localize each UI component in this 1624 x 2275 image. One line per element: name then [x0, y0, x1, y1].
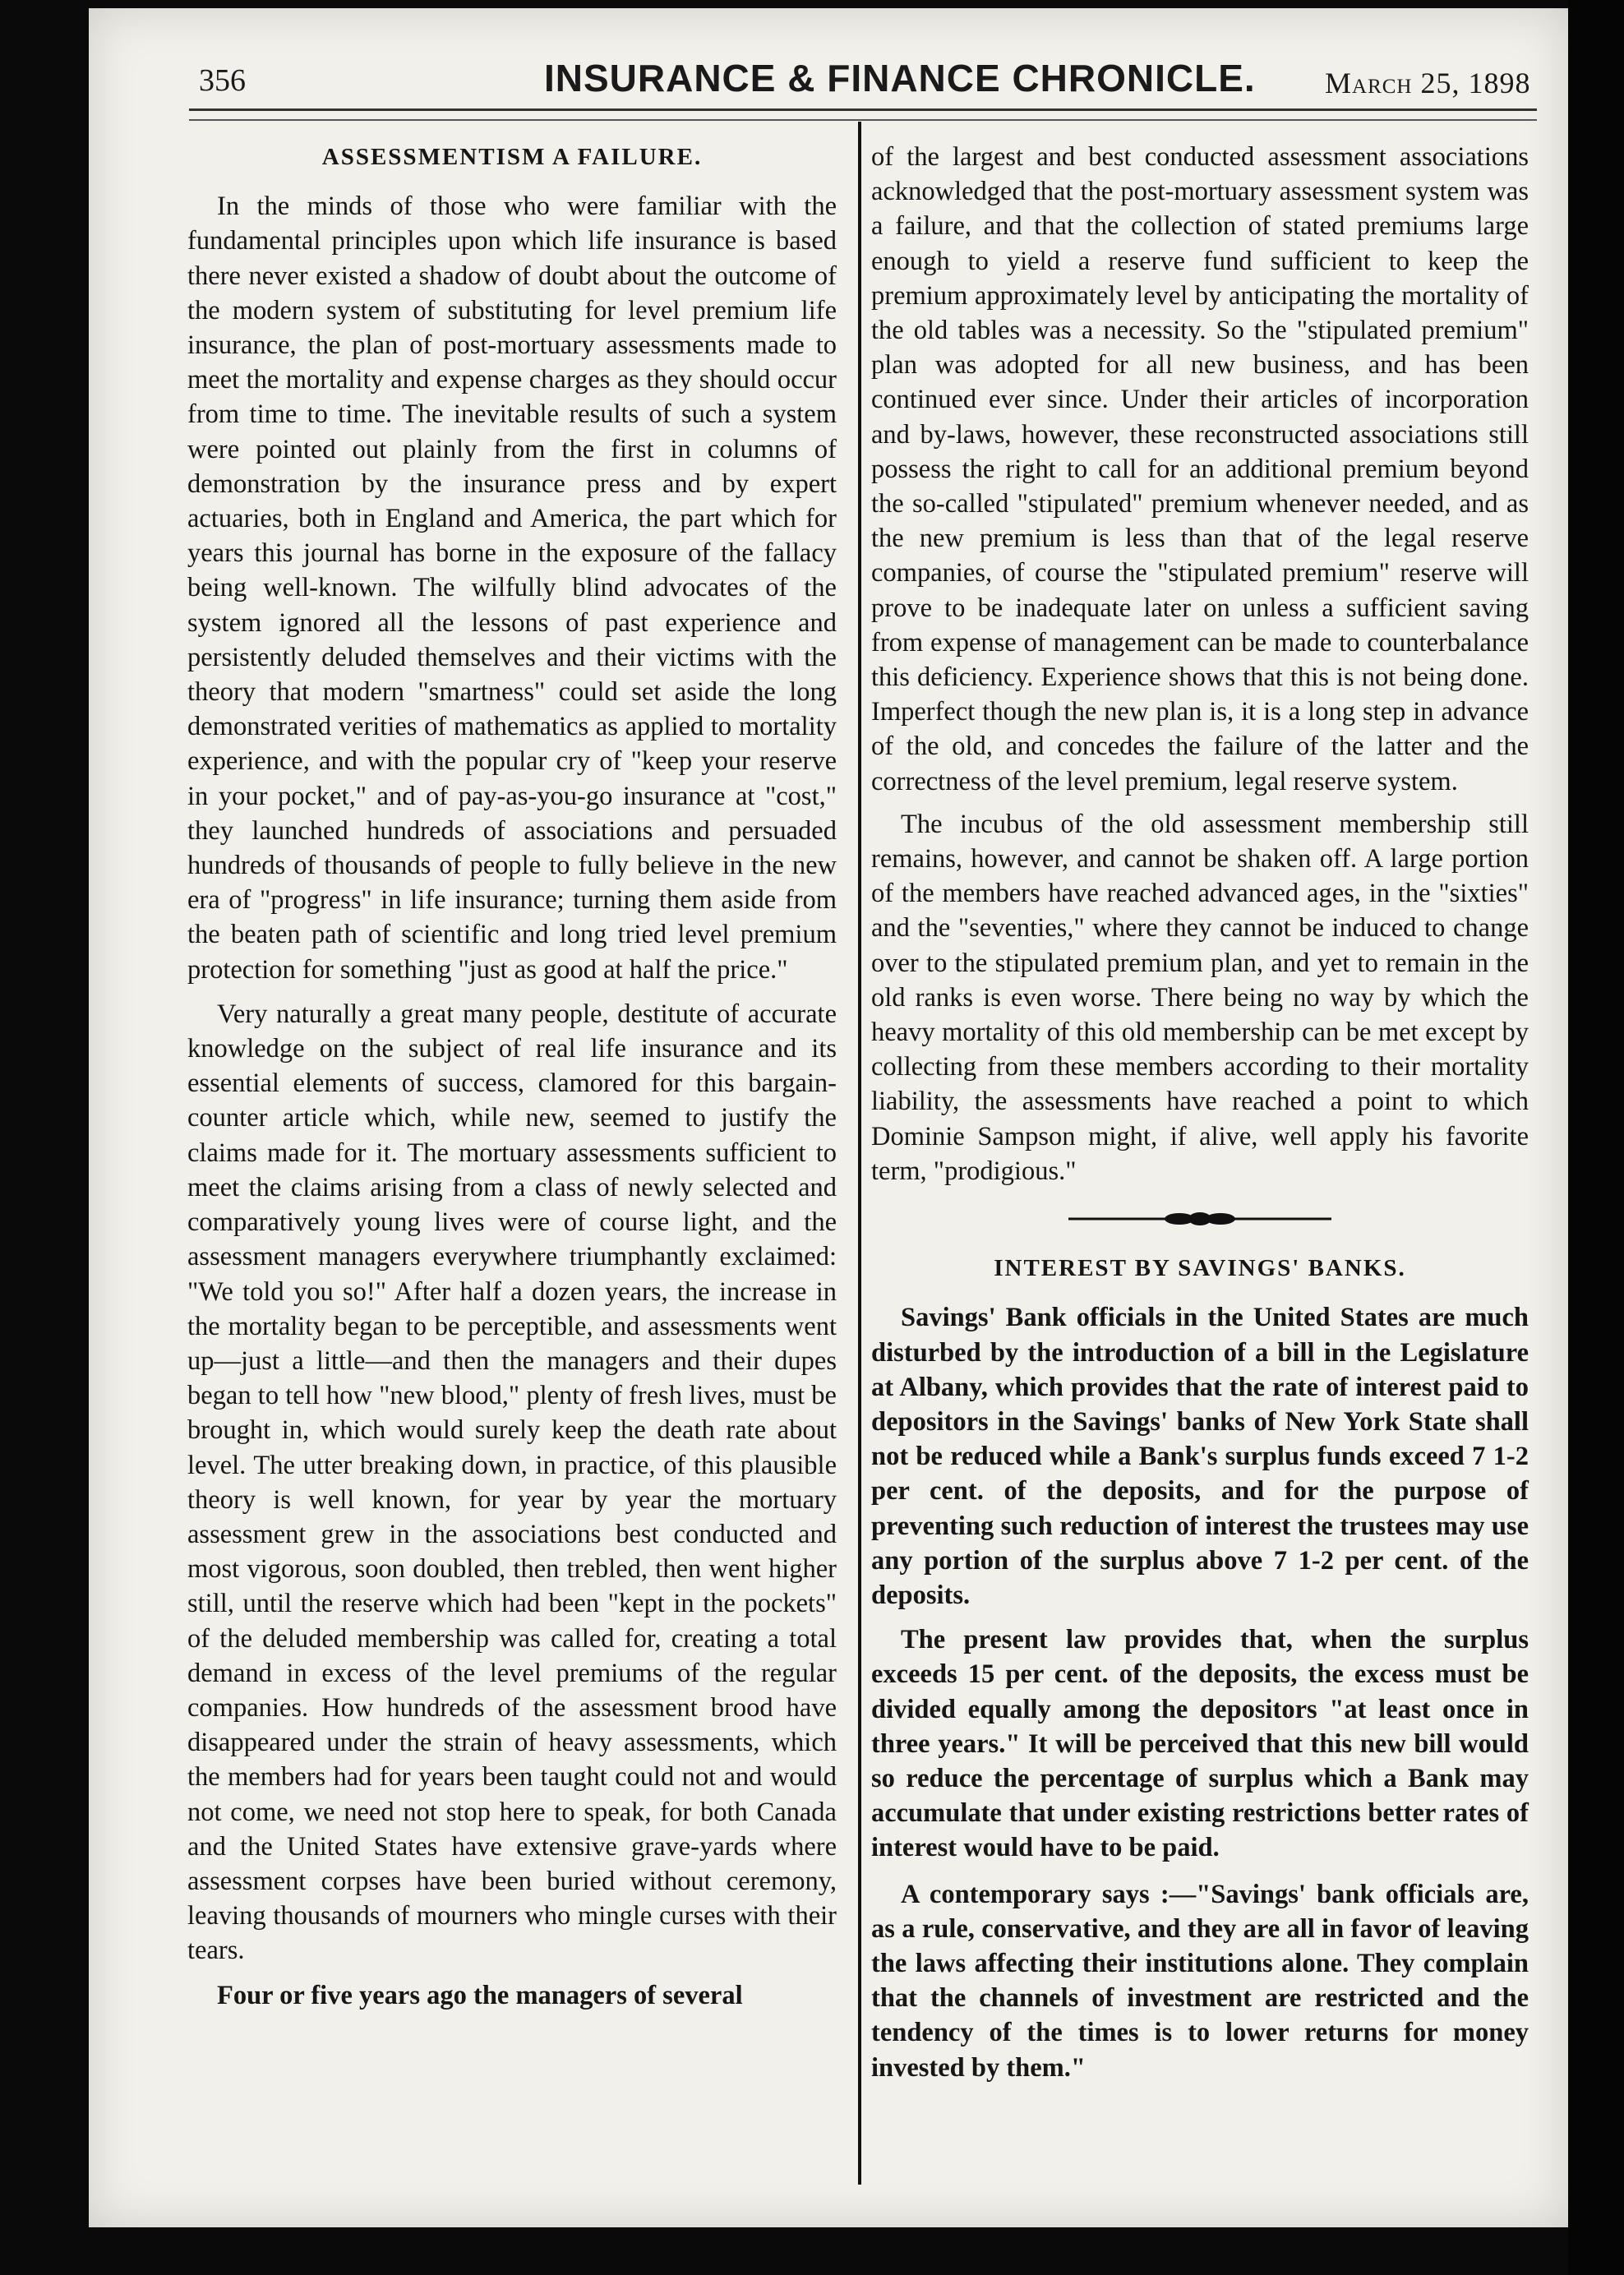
ornament-rule-icon — [1068, 1209, 1331, 1229]
article-paragraph-continued: of the largest and best conducted assessment associations acknowledged that the post-mortuary assessment system was a failure, and that the collection of stated premiums large enough to yield a reserve fund sufficient to keep the premium approximately level by anticipating the mortality of the old tables was a necessity. So the "stipulated premium" plan was adopted for all new business, and has been continued ever since. Under their articles of incorporation and by-laws, however, these reconstructed associations still possess the right to call for an additional premium beyond the so-called "stipulated" premium whenever needed, and as the new premium is less than that of the legal reserve companies, of course the "stipulated premium" reserve will prove to be inadequate later on unless a sufficient saving from expense of management can be made to counterbalance this deficiency. Experience shows that this is not being done. Imperfect though the new plan is, it is a long step in advance of the old, and concedes the failure of the latter and the correctness of the level premium, legal reserve system. — [871, 142, 1529, 796]
article-paragraph: The incubus of the old assessment membership still remains, however, and cannot be shaken off. A large portion of the members have reached advanced ages, in the "sixties" and the "seventies," where they cannot be induced to change over to the stipulated premium plan, and yet to remain in the old ranks is even worse. There being no way by which the heavy mortality of this old membership can be met except by collecting from these members according to their mortality liability, the assessments have reached a point to which Dominie Sampson might, if alive, well apply his favorite term, "prodigious." — [871, 809, 1529, 1186]
left-column — [187, 140, 837, 2013]
page-header — [108, 51, 1539, 108]
scan-edge — [1568, 0, 1624, 2275]
article-paragraph: Very naturally a great many people, destitute of accurate knowledge on the subject of real life insurance and its essential elements of success, clamored for this bargain-counter article which, while new, seemed to justify the claims made for it. The mortuary assessments sufficient to meet the claims arising from a class of newly selected and comparatively young lives were of course light, and the assessment managers everywhere triumphantly exclaimed: "We told you so!" After half a dozen years, the increase in the mortality began to be perceptible, and assessments went up—just a little—and then the managers and their dupes began to tell how "new blood," plenty of fresh lives, must be brought in, which would surely keep the death rate about level. The utter breaking down, in practice, of this plausible theory is well known, for year by year the mortuary assessment grew in the associations best conducted and most vigorous, soon doubled, then trebled, then went higher still, until the reserve which had been "kept in the pockets" of the deluded membership was called for, creating a total demand in excess of the level premiums of the regular companies. How hundreds of the assessment brood have disappeared under the strain of heavy assessments, which the members had for years been taught could not and would not come, we need not stop here to speak, for both Canada and the United States have extensive grave-yards where assessment corpses have been buried without ceremony, leaving thousands of mourners who mingle curses with their tears. — [187, 999, 837, 1966]
section-ornament — [871, 1198, 1529, 1239]
article-paragraph: The present law provides that, when the surplus exceeds 15 per cent. of the deposits, the excess must be divided equally among the depositors "at least once in three years." It will be perceived that this new bill would so reduce the percentage of surplus which a Bank may accumulate that under existing restrictions better rates of interest would have to be paid. — [871, 1625, 1529, 1863]
column-divider — [858, 122, 861, 2185]
article-paragraph: Four or five years ago the managers of several — [217, 1980, 743, 2010]
article-paragraph: Savings' Bank officials in the United States are much disturbed by the introduction of a bill in the Legislature at Albany, which provides that the rate of interest paid to depositors in the Savings' banks of New York State shall not be reduced while a Bank's surplus funds exceed 7 1-2 per cent. of the deposits, and for the purpose of preventing such reduction of interest the trustees may use any portion of the surplus above 7 1-2 per cent. of the deposits. — [871, 1303, 1529, 1610]
journal-title: INSURANCE & FINANCE CHRONICLE. — [544, 57, 1256, 99]
article-paragraph: A contemporary says :—"Savings' bank officials are, as a rule, conservative, and they are all in favor of leaving the laws affecting their institutions alone. They complain that the channels of investment are restricted and the tendency of the times is to lower returns for money invested by them." — [871, 1879, 1529, 2083]
article-heading-savings-banks: INTEREST BY SAVINGS' BANKS. — [994, 1255, 1406, 1282]
page-number: 356 — [199, 63, 246, 98]
article-heading-assessmentism: ASSESSMENTISM A FAILURE. — [321, 144, 703, 170]
article-paragraph: In the minds of those who were familiar with the fundamental principles upon which life insurance is based there never existed a shadow of doubt about the outcome of the modern system of substituting for level premium life insurance, the plan of post-mortuary assessments made to meet the mortality and expense charges as they should occur from time to time. The inevitable results of such a system were pointed out plainly from the first in columns of demonstration by the insurance press and by expert actuaries, both in England and America, the part which for years this journal has borne in the exposure of the fallacy being well-known. The wilfully blind advocates of the system ignored all the lessons of past experience and persistently deluded themselves and their victims with the theory that modern "smartness" could set aside the long demonstrated verities of mathematics as applied to mortality experience, and with the popular cry of "keep your reserve in your pocket," and of pay-as-you-go insurance at "cost," they launched hundreds of associations and persuaded hundreds of thousands of people to fully believe in the new era of "progress" in life insurance; turning them aside from the beaten path of scientific and long tried level premium protection for something "just as good at half the price." — [187, 192, 837, 985]
issue-date: March 25, 1898 — [1325, 67, 1531, 99]
header-rule — [189, 108, 1537, 121]
right-column — [871, 140, 1529, 2085]
